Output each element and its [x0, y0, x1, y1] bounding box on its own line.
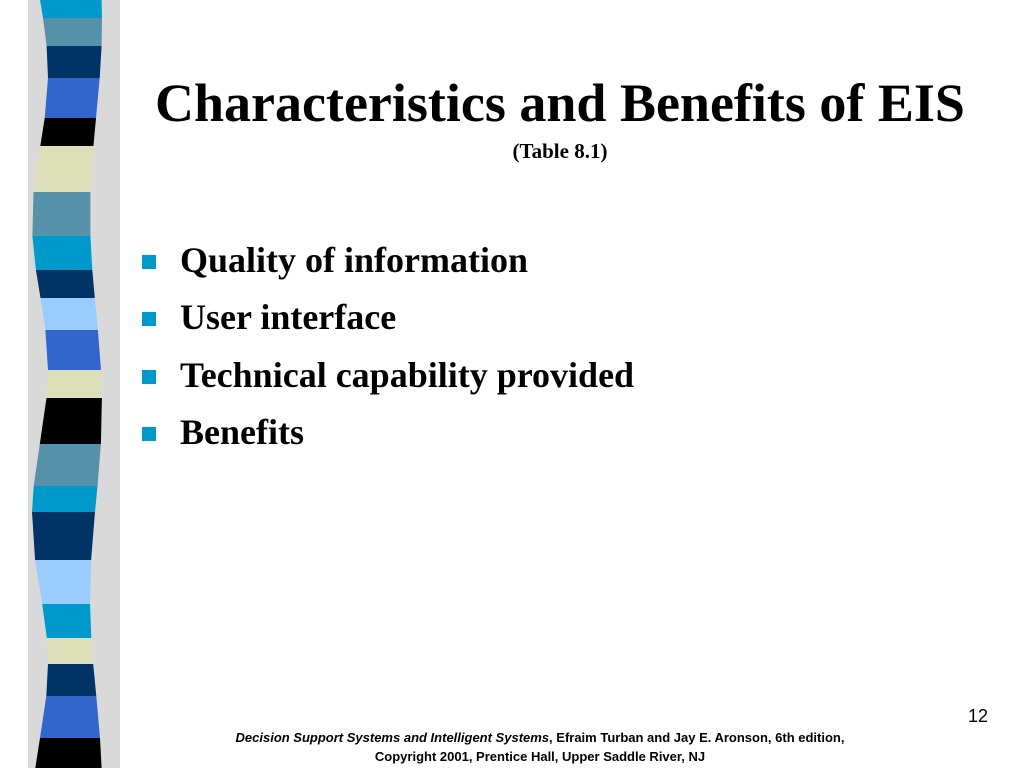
footer-line-2: Copyright 2001, Prentice Hall, Upper Saddle River, NJ	[374, 749, 706, 764]
slide-subtitle: (Table 8.1)	[512, 139, 608, 163]
square-bullet-icon	[142, 312, 156, 326]
page-number: 12	[967, 706, 988, 726]
stripe-band	[45, 330, 101, 370]
stripe-band	[45, 78, 100, 118]
stripe-band	[42, 604, 91, 638]
slide-title: Characteristics and Benefits of EIS	[155, 73, 965, 133]
stripe-band	[35, 738, 101, 768]
square-bullet-icon	[142, 370, 156, 384]
stripe-band	[34, 146, 94, 192]
stripe-band	[41, 298, 98, 330]
stripe-band	[47, 370, 102, 398]
bullet-item	[142, 404, 634, 462]
stripe-band	[32, 236, 92, 270]
footer-book-title: Decision Support Systems and Intelligent Systems	[235, 730, 550, 745]
stripe-band	[40, 398, 102, 444]
bullet-list	[142, 231, 634, 461]
stripe-band	[35, 560, 91, 604]
footer-citation	[140, 728, 940, 766]
stripe-band	[40, 696, 100, 738]
bullet-text: Benefits	[180, 412, 304, 453]
stripe-band	[43, 18, 102, 46]
stripe-band	[32, 192, 90, 236]
square-bullet-icon	[142, 427, 156, 441]
stripe-band	[40, 0, 102, 18]
square-bullet-icon	[142, 255, 156, 269]
stripe-band	[32, 486, 98, 512]
stripe-band	[46, 664, 96, 696]
footer-authors: , Efraim Turban and Jay E. Aronson, 6th edition,	[549, 730, 845, 745]
stripe-band	[32, 512, 95, 560]
bullet-text: Quality of information	[180, 239, 528, 280]
bullet-text: Technical capability provided	[180, 354, 635, 395]
footer-line-1	[140, 728, 940, 747]
stripe-band	[34, 444, 101, 486]
bullet-item	[142, 289, 634, 347]
stripe-band	[47, 46, 102, 78]
stripe-band	[40, 118, 96, 146]
bullet-item	[142, 346, 634, 404]
stripe-band	[47, 638, 93, 664]
bullet-text: User interface	[180, 297, 397, 338]
stripe-band	[36, 270, 95, 298]
bullet-item	[142, 231, 634, 289]
